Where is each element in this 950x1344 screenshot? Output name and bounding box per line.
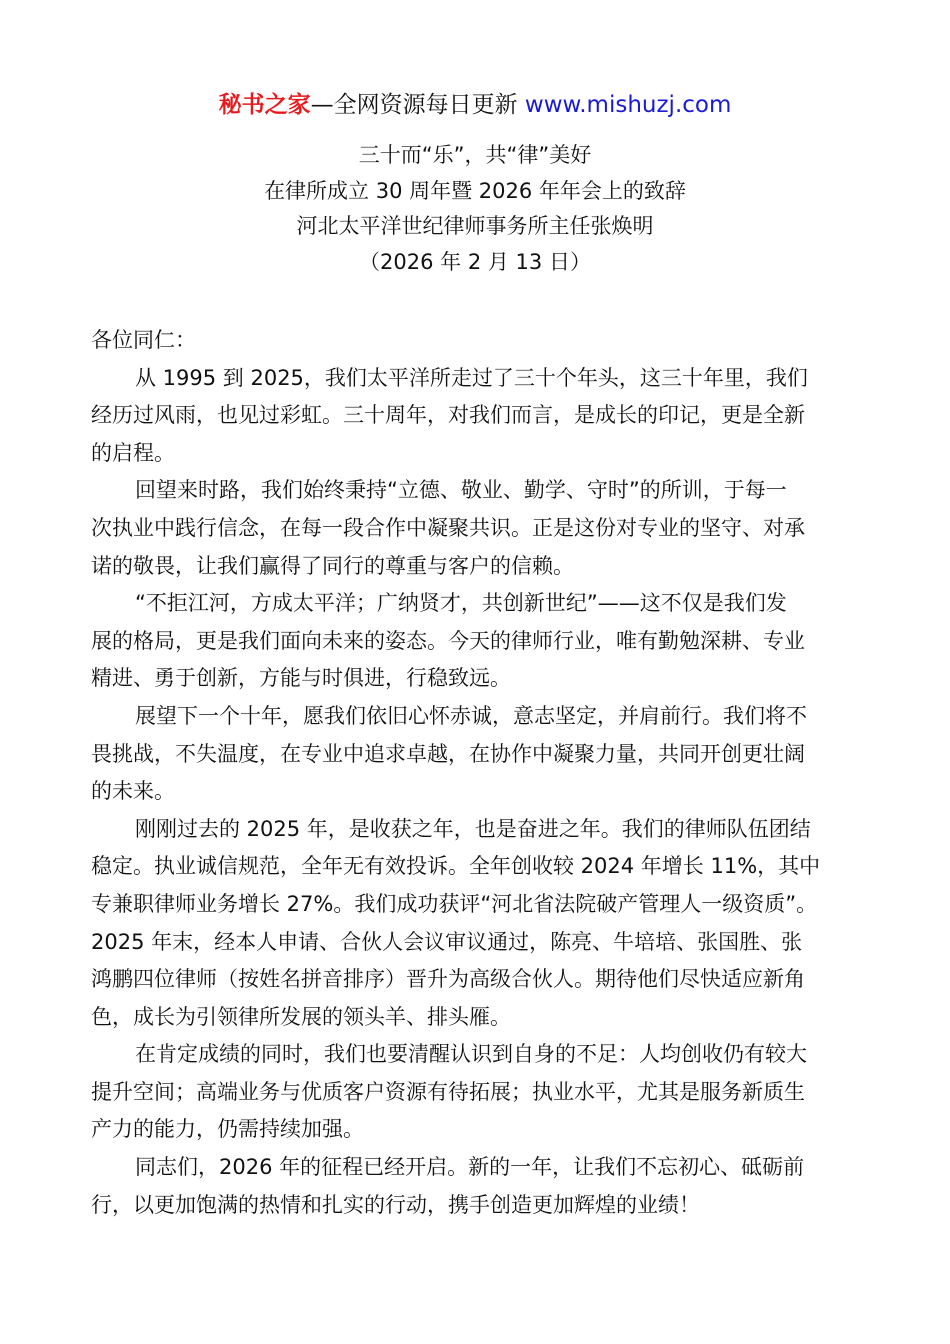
paragraph-line: 展望下一个十年，愿我们依旧心怀赤诚，意志坚定，并肩前行。我们将不: [135, 703, 807, 728]
document-title: 三十而“乐”，共“律”美好: [358, 143, 592, 167]
paragraph: [91, 811, 871, 1037]
paragraph: [91, 1036, 871, 1149]
paragraph-line: 从 1995 到 2025，我们太平洋所走过了三十个年头，这三十年里，我们: [135, 365, 808, 390]
paragraph: [91, 1149, 871, 1224]
paragraph-line: 展的格局，更是我们面向未来的姿态。今天的律师行业，唯有勤勉深耕、专业: [91, 628, 805, 653]
paragraph-line: 的未来。: [91, 779, 175, 804]
paragraph-line: 诺的敬畏，让我们赢得了同行的尊重与客户的信赖。: [91, 553, 574, 578]
paragraph-line: 行，以更加饱满的热情和扎实的行动，携手创造更加辉煌的业绩！: [91, 1192, 700, 1217]
paragraphs: [91, 360, 871, 1225]
paragraph-line: 同志们，2026 年的征程已经开启。新的一年，让我们不忘初心、砥砺前: [135, 1155, 805, 1180]
paragraph-line: 专兼职律师业务增长 27%。我们成功获评“河北省法院破产管理人一级资质”。: [91, 891, 818, 916]
paragraph-line: 色，成长为引领律所发展的领头羊、排头雁。: [91, 1004, 511, 1029]
paragraph-line: 稳定。执业诚信规范，全年无有效投诉。全年创收较 2024 年增长 11%，其中: [91, 854, 821, 879]
paragraph: [91, 472, 871, 585]
paragraph-line: 次执业中践行信念，在每一段合作中凝聚共识。正是这份对专业的坚守、对承: [91, 515, 805, 540]
brand-name: 秘书之家: [218, 92, 311, 118]
document-date: （2026 年 2 月 13 日）: [359, 249, 591, 274]
paragraph-line: 在肯定成绩的同时，我们也要清醒认识到自身的不足：人均创收仍有较大: [135, 1042, 807, 1067]
paragraph-line: 2025 年末，经本人申请、合伙人会议审议通过，陈亮、牛培培、张国胜、张: [91, 929, 803, 954]
paragraph-line: 鸿鹏四位律师（按姓名拼音排序）晋升为高级合伙人。期待他们尽快适应新角: [91, 967, 805, 992]
paragraph-line: 回望来时路，我们始终秉持“立德、敬业、勤学、守时”的所训，于每一: [135, 478, 787, 503]
paragraph: [91, 698, 871, 811]
paragraph-line: “不拒江河，方成太平洋；广纳贤才，共创新世纪”——这不仅是我们发: [135, 591, 787, 616]
paragraph-line: 产力的能力，仍需持续加强。: [91, 1117, 364, 1142]
paragraph-line: 的启程。: [91, 440, 175, 465]
document-subtitle: 在律所成立 30 周年暨 2026 年年会上的致辞: [264, 178, 686, 203]
paragraph-line: 精进、勇于创新，方能与时俱进，行稳致远。: [91, 666, 511, 691]
banner-tagline: —全网资源每日更新: [310, 92, 525, 118]
paragraph: [91, 360, 871, 473]
paragraph: [91, 585, 871, 698]
paragraph-line: 畏挑战，不失温度，在专业中追求卓越，在协作中凝聚力量，共同开创更壮阔: [91, 741, 805, 766]
document-body: [91, 322, 871, 1224]
site-link[interactable]: www.mishuzj.com: [524, 92, 732, 118]
salutation: 各位同仁：: [91, 328, 196, 352]
paragraph-line: 刚刚过去的 2025 年，是收获之年，也是奋进之年。我们的律师队伍团结: [135, 816, 811, 841]
paragraph-line: 提升空间；高端业务与优质客户资源有待拓展；执业水平，尤其是服务新质生: [91, 1079, 805, 1104]
paragraph-line: 经历过风雨，也见过彩虹。三十周年，对我们而言，是成长的印记，更是全新: [91, 403, 805, 428]
site-banner: [0, 88, 950, 122]
document-author: 河北太平洋世纪律师事务所主任张焕明: [296, 214, 654, 238]
document-header: [0, 138, 950, 280]
